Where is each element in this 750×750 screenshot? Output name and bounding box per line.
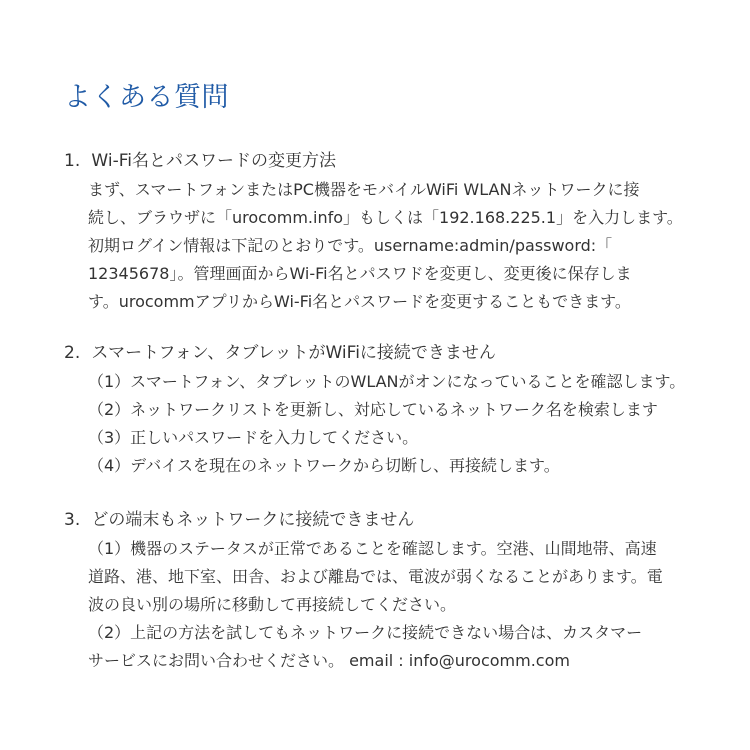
- answer-line: 続し、ブラウザに「urocomm.info」もしくは「192.168.225.1」を入力します。: [88, 208, 683, 227]
- faq-number: 1.: [64, 151, 81, 171]
- faq-question: [64, 505, 704, 535]
- faq-question: [64, 146, 704, 176]
- answer-line: 道路、港、地下室、田舎、および離島では、電波が弱くなることがあります。電: [88, 567, 663, 586]
- answer-line: （2）ネットワークリストを更新し、対応しているネットワーク名を検索します: [88, 400, 658, 419]
- answer-line: （2）上記の方法を試してもネットワークに接続できない場合は、カスタマー: [88, 623, 643, 642]
- answer-line: 初期ログイン情報は下記のとおりです。username:admin/password:「: [88, 236, 613, 255]
- faq-question-text: どの端末もネットワークに接続できません: [91, 510, 415, 530]
- faq-question: [64, 338, 704, 368]
- answer-line: 波の良い別の場所に移動して再接続してください。: [88, 595, 457, 614]
- page-title: よくある質問: [64, 82, 229, 113]
- answer-line: サービスにお問い合わせください。 email : info@urocomm.com: [88, 651, 570, 670]
- faq-question-text: スマートフォン、タブレットがWiFiに接続できません: [91, 343, 496, 363]
- answer-line: 12345678」。管理画面からWi-Fi名とパスワドを変更し、変更後に保存しま: [88, 264, 632, 283]
- faq-answer: [88, 176, 700, 316]
- answer-line: まず、スマートフォンまたはPC機器をモバイルWiFi WLANネットワークに接: [88, 180, 640, 199]
- faq-answer: [88, 535, 700, 675]
- faq-number: 2.: [64, 343, 81, 363]
- answer-line: （3）正しいパスワードを入力してください。: [88, 428, 419, 447]
- faq-answer: [88, 368, 700, 480]
- faq-question-text: Wi-Fi名とパスワードの変更方法: [91, 151, 336, 171]
- answer-line: （1）機器のステータスが正常であることを確認します。空港、山間地帯、高速: [88, 539, 657, 558]
- faq-item: [64, 338, 704, 480]
- faq-number: 3.: [64, 510, 81, 530]
- answer-line: （4）デバイスを現在のネットワークから切断し、再接続します。: [88, 456, 560, 475]
- faq-item: [64, 146, 704, 316]
- answer-line: す。urocommアプリからWi-Fi名とパスワードを変更することもできます。: [88, 292, 631, 311]
- answer-line: （1）スマートフォン、タブレットのWLANがオンになっていることを確認します。: [88, 372, 686, 391]
- faq-item: [64, 505, 704, 675]
